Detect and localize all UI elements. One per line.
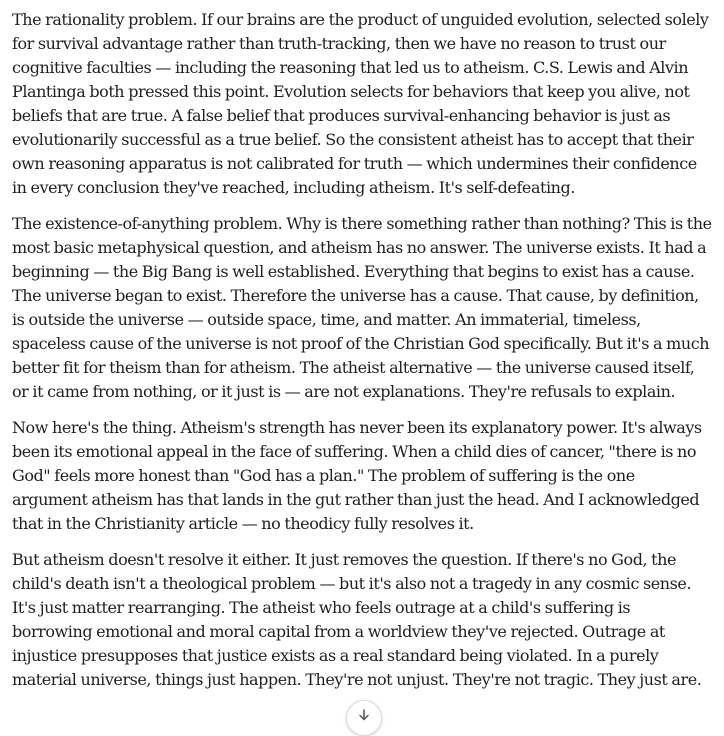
paragraph-emotional-appeal: Now here's the thing. Atheism's strength has never been its explanatory power. It's always been its emotional appeal in the face of suffering. When a child dies of cancer, "there is no God" feels more honest than "God has a plan." The problem of suffering is the one argument atheism has that lands in the gut rather than just the head. And I acknowledged that in the Christianity article — no theodicy fully resolves it. <box>12 418 702 533</box>
paragraph-suffering: But atheism doesn't resolve it either. It just removes the question. If there's no God, the child's death isn't a theological problem — but it's also not a tragedy in any cosmic sense. It's just matter rearranging. The atheist who feels outrage at a child's suffering is borrowing emotional and moral capital from a worldview they've rejected. Outrage at injustice presupposes that justice exists as a real standard being violated. In a purely material universe, things just happen. They're not unjust. They're not tragic. They just are. <box>12 550 702 689</box>
message-content <box>12 8 714 704</box>
arrow-down-icon <box>357 708 371 722</box>
paragraph-existence-problem: The existence-of-anything problem. Why is there something rather than nothing? This is the most basic metaphysical question, and atheism has no answer. The universe exists. It had a beginning — the Big Bang is well established. Everything that begins to exist has a cause. The universe began to exist. Therefore the universe has a cause. That cause, by definition, is outside the universe — outside space, time, and matter. An immaterial, timeless, spaceless cause of the universe is not proof of the Christian God specifically. But it's a much better fit for theism than for atheism. The atheist alternative — the universe caused itself, or it came from nothing, or it just is — are not explanations. They're refusals to explain. <box>12 214 712 401</box>
scroll-to-bottom-button[interactable] <box>346 700 382 736</box>
paragraph-rationality-problem: The rationality problem. If our brains are the product of unguided evolution, selected solely for survival advantage rather than truth-tracking, then we have no reason to trust our cognitive faculties — including the reasoning that led us to atheism. C.S. Lewis and Alvin Plantinga both pressed this point. Evolution selects for behaviors that keep you alive, not beliefs that are true. A false belief that produces survival-enhancing behavior is just as evolutionarily successful as a true belief. So the consistent atheist has to accept that their own reasoning apparatus is not calibrated for truth — which undermines their confidence in every conclusion they've reached, including atheism. It's self-defeating. <box>12 10 709 197</box>
